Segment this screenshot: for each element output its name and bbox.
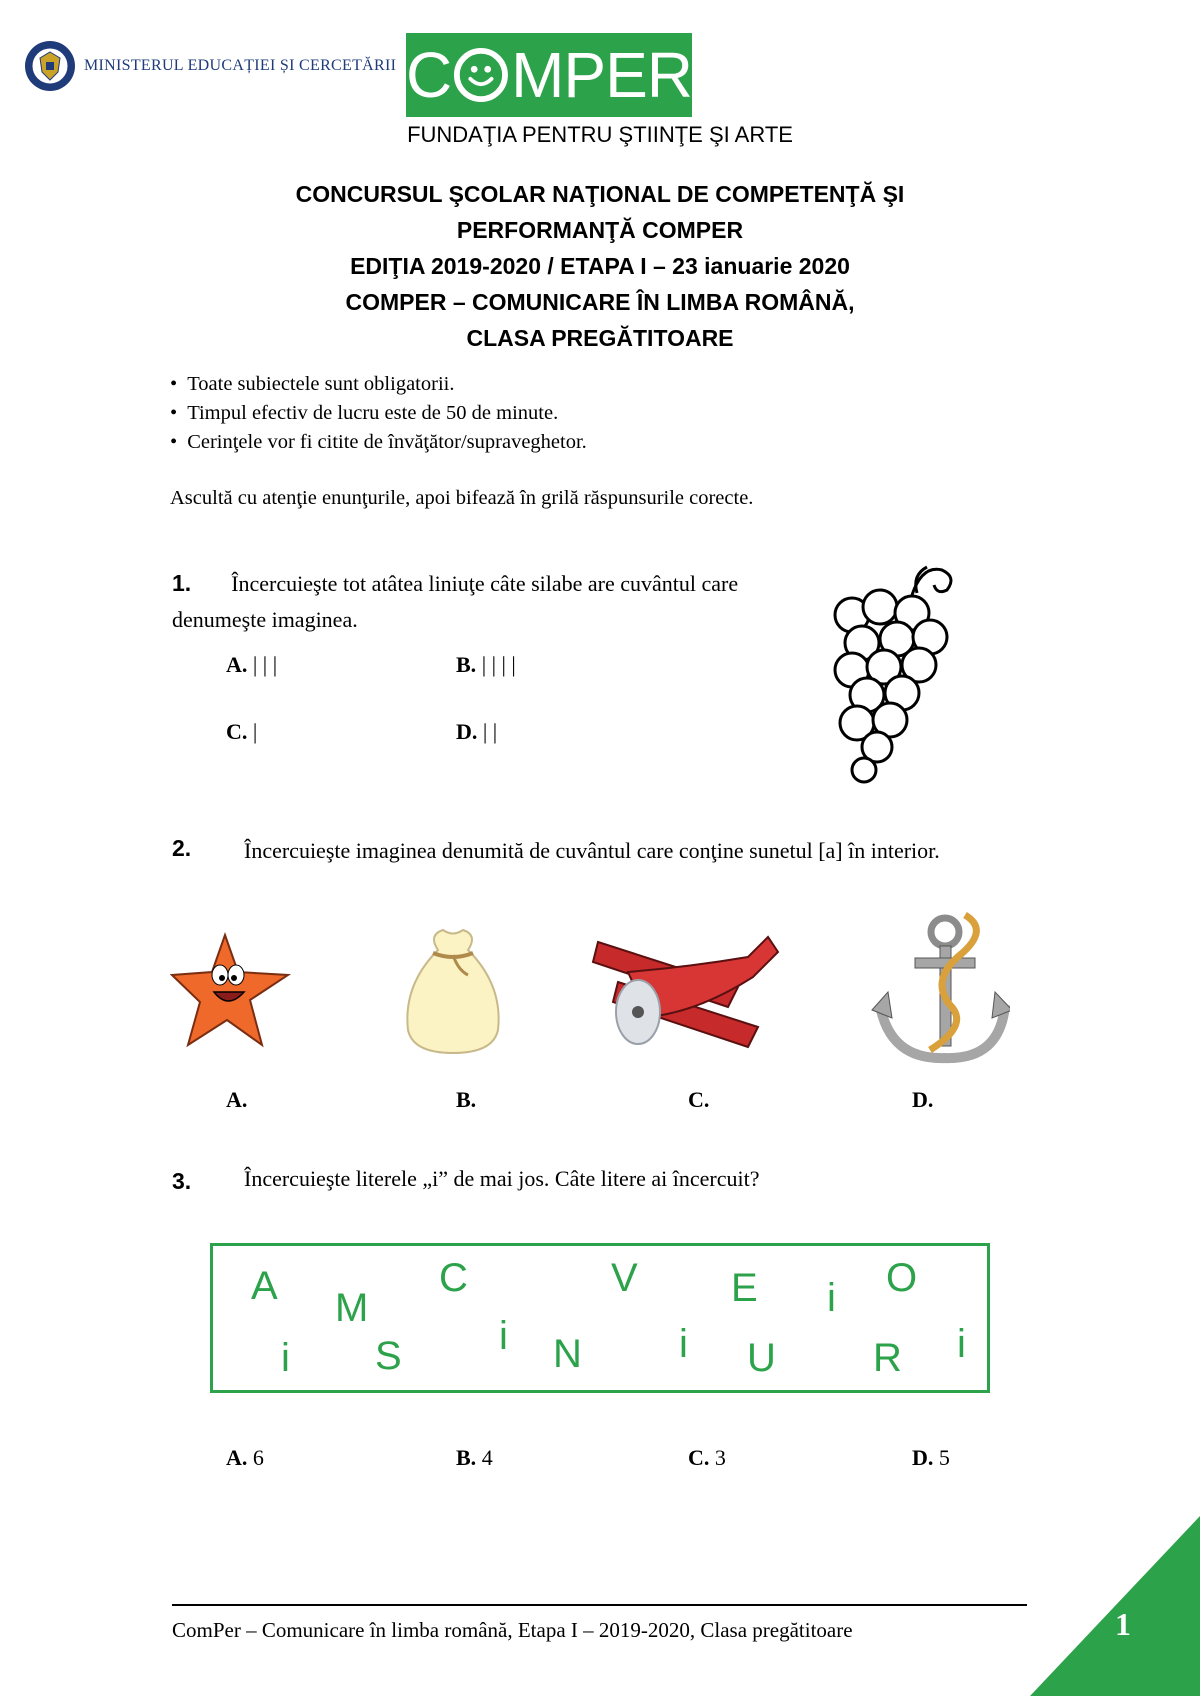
letter[interactable]: V [611, 1256, 638, 1300]
question-1-number: 1. [172, 570, 192, 596]
option-label: A. [226, 1087, 248, 1112]
letter[interactable]: i [499, 1314, 508, 1358]
letter[interactable]: U [747, 1336, 776, 1380]
sack-icon[interactable] [398, 925, 508, 1055]
q2-option-b[interactable] [456, 1087, 476, 1113]
q1-option-b[interactable] [456, 652, 516, 678]
question-2-prompt: Încercuieşte imaginea denumită de cuvântul care conţine sunetul [a] în interior. [244, 838, 940, 863]
rule-item: • Timpul efectiv de lucru este de 50 de minute. [170, 399, 587, 428]
option-label: D. [912, 1087, 934, 1112]
instruction-text: Ascultă cu atenţie enunţurile, apoi bifează în grilă răspunsurile corecte. [170, 487, 754, 509]
foundation-name: FUNDAŢIA PENTRU ŞTIINŢE ŞI ARTE [407, 122, 793, 147]
q2-option-a[interactable] [226, 1087, 247, 1113]
option-label: D. [912, 1445, 934, 1470]
option-value: | | | [252, 652, 278, 677]
letter[interactable]: i [679, 1322, 688, 1366]
option-label: D. [456, 719, 478, 744]
option-value: | | | | [481, 652, 516, 677]
option-label: C. [688, 1087, 710, 1112]
logo-text-left: C [406, 39, 452, 111]
title-line-4: COMPER – COMUNICARE ÎN LIMBA ROMÂNĂ, [345, 289, 855, 315]
question-2-number: 2. [172, 835, 192, 861]
grapes-icon [822, 555, 982, 787]
anchor-icon[interactable] [870, 910, 1010, 1070]
page-number: 1 [1115, 1606, 1131, 1642]
option-value: 4 [481, 1445, 493, 1470]
letter[interactable]: i [957, 1322, 966, 1366]
option-label: B. [456, 1087, 477, 1112]
letter[interactable]: i [281, 1336, 290, 1380]
q2-option-c[interactable] [688, 1087, 709, 1113]
title-line-3: EDIŢIA 2019-2020 / ETAPA I – 23 ianuarie 2020 [350, 253, 850, 279]
letter[interactable]: S [375, 1334, 402, 1378]
airplane-icon[interactable] [588, 912, 788, 1072]
option-value: 3 [714, 1445, 726, 1470]
q1-option-a[interactable] [226, 652, 277, 678]
q1-option-d[interactable] [456, 719, 497, 745]
logo-text-right: MPER [511, 39, 692, 111]
title-line-5: CLASA PREGĂTITOARE [466, 325, 734, 351]
option-label: A. [226, 1445, 248, 1470]
option-value: | | [482, 719, 498, 744]
question-3-number: 3. [172, 1168, 192, 1194]
ministry-name: MINISTERUL EDUCAȚIEI ȘI CERCETĂRII [84, 57, 397, 74]
smiley-face-icon [453, 46, 509, 104]
option-value: 6 [252, 1445, 264, 1470]
letter-box [210, 1243, 990, 1393]
option-label: A. [226, 652, 248, 677]
q3-option-c[interactable] [688, 1445, 726, 1471]
title-line-1: CONCURSUL ŞCOLAR NAŢIONAL DE COMPETENŢĂ ŞI [295, 181, 905, 207]
q3-option-a[interactable] [226, 1445, 264, 1471]
option-label: B. [456, 652, 477, 677]
letter[interactable]: E [731, 1266, 758, 1310]
footer-text: ComPer – Comunicare în limba română, Etapa I – 2019-2020, Clasa pregătitoare [172, 1618, 853, 1642]
letter[interactable]: C [439, 1256, 468, 1300]
letter[interactable]: O [886, 1256, 918, 1300]
option-value: 5 [938, 1445, 950, 1470]
coat-of-arms-icon [24, 40, 76, 92]
question-3-prompt: Încercuieşte literele „i” de mai jos. Câte litere ai încercuit? [244, 1166, 760, 1191]
option-label: B. [456, 1445, 477, 1470]
question-1-text [172, 565, 752, 638]
option-label: C. [226, 719, 248, 744]
title-line-2: PERFORMANŢĂ COMPER [456, 217, 744, 243]
option-label: C. [688, 1445, 710, 1470]
q3-option-d[interactable] [912, 1445, 950, 1471]
q3-option-b[interactable] [456, 1445, 493, 1471]
ministry-logo [24, 38, 396, 94]
letter[interactable]: N [553, 1332, 582, 1376]
letter[interactable]: i [827, 1276, 836, 1320]
comper-logo [406, 33, 692, 117]
letter[interactable]: A [251, 1264, 278, 1308]
rules-list [170, 370, 587, 457]
letter[interactable]: R [873, 1336, 902, 1380]
option-value: | [252, 719, 258, 744]
starfish-icon[interactable] [170, 930, 295, 1055]
letter[interactable]: M [335, 1286, 369, 1330]
q1-option-c[interactable] [226, 719, 257, 745]
q2-option-d[interactable] [912, 1087, 933, 1113]
rule-item: • Toate subiectele sunt obligatorii. [170, 370, 587, 399]
page-title [100, 176, 1100, 356]
footer-divider [172, 1604, 1027, 1606]
rule-item: • Cerinţele vor fi citite de învăţător/supraveghetor. [170, 428, 587, 457]
question-1-prompt: Încercuieşte tot atâtea liniuţe câte silabe are cuvântul care denumeşte imaginea. [172, 571, 739, 632]
